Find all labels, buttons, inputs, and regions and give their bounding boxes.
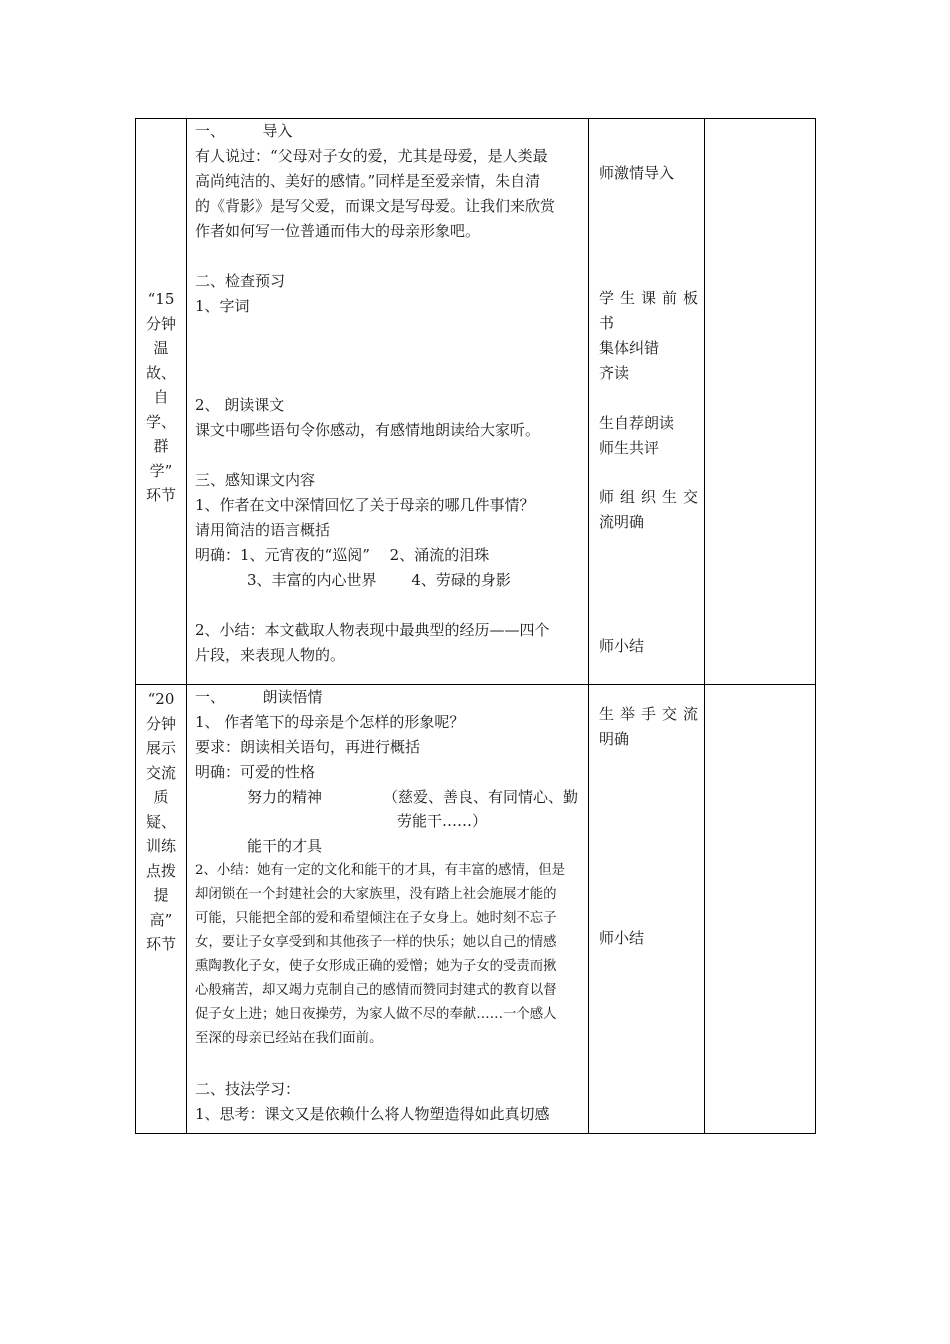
stage-line: 提 bbox=[153, 886, 169, 904]
summary-line: 却闭锁在一个封建社会的大家族里，没有踏上社会施展才能的 bbox=[195, 887, 557, 902]
activity-note: 集体纠错 bbox=[599, 339, 660, 357]
stage-line: 学、 bbox=[145, 412, 176, 431]
activity-note: 明确 bbox=[599, 730, 630, 748]
stage-line: 分钟 bbox=[145, 314, 176, 333]
content-line: 努力的精神 bbox=[247, 788, 323, 806]
content-line: 作者如何写一位普通而伟大的母亲形象吧。 bbox=[195, 222, 481, 240]
stage-line: “15 bbox=[147, 290, 175, 308]
content-line: 有人说过：“父母对子女的爱，尤其是母爱，是人类最 bbox=[195, 147, 548, 165]
stage-cell bbox=[136, 119, 187, 685]
stage-line: 环节 bbox=[145, 935, 176, 953]
section-heading: 二、检查预习 bbox=[195, 272, 286, 290]
content-line: 劳能干……） bbox=[397, 812, 488, 830]
stage-line: 点拨 bbox=[145, 861, 176, 880]
content-line: 2、 朗读课文 bbox=[195, 396, 285, 414]
table-row bbox=[136, 685, 816, 1134]
content-cell bbox=[187, 685, 589, 1134]
summary-line: 促子女上进；她日夜操劳，为家人做不尽的奉献……一个感人 bbox=[195, 1007, 557, 1022]
content-line: 能干的才具 bbox=[247, 837, 323, 855]
activity-note: 学生课前板 bbox=[599, 289, 698, 307]
section-heading: 一、 朗读悟情 bbox=[195, 688, 323, 706]
summary-line: 心般痛苦，却又竭力克制自己的感情而赞同封建式的教育以督 bbox=[195, 983, 557, 998]
summary-line: 女，要让子女享受到和其他孩子一样的快乐；她以自己的情感 bbox=[195, 935, 557, 950]
activity-note: 师小结 bbox=[599, 929, 645, 947]
content-line: 片段，来表现人物的。 bbox=[195, 646, 346, 664]
stage-line: 交流 bbox=[145, 763, 176, 782]
content-line: 明确：可爱的性格 bbox=[195, 763, 316, 781]
stage-line: “20 bbox=[147, 690, 175, 708]
content-line: （慈爱、善良、有同情心、勤 bbox=[383, 788, 579, 806]
activity-cell bbox=[589, 119, 705, 685]
stage-line: 学” bbox=[149, 461, 173, 480]
activity-note: 生自荐朗读 bbox=[599, 414, 675, 432]
content-cell bbox=[187, 119, 589, 685]
activity-cell bbox=[589, 685, 705, 1134]
content-line: 1、作者在文中深情回忆了关于母亲的哪几件事情？ bbox=[195, 496, 535, 514]
stage-line: 疑、 bbox=[145, 812, 176, 831]
activity-note: 流明确 bbox=[599, 513, 645, 531]
content-line: 1、思考：课文又是依赖什么将人物塑造得如此真切感 bbox=[195, 1105, 550, 1123]
table-row bbox=[136, 119, 816, 685]
summary-line: 可能，只能把全部的爱和希望倾注在子女身上。她时刻不忘子 bbox=[195, 911, 557, 926]
remarks-cell bbox=[705, 119, 816, 685]
content-line: 明确：1、元宵夜的“巡阅” 2、涌流的泪珠 bbox=[195, 546, 490, 564]
activity-note: 师激情导入 bbox=[599, 164, 675, 182]
content-line: 的《背影》是写父爱，而课文是写母爱。让我们来欣赏 bbox=[195, 197, 556, 215]
summary-line: 2、小结：她有一定的文化和能干的才具，有丰富的感情，但是 bbox=[195, 863, 566, 878]
summary-line: 至深的母亲已经站在我们面前。 bbox=[195, 1031, 383, 1046]
section-heading: 三、感知课文内容 bbox=[195, 471, 316, 489]
content-line: 请用简洁的语言概括 bbox=[195, 521, 331, 539]
stage-line: 分钟 bbox=[145, 714, 176, 733]
summary-line: 熏陶教化子女，使子女形成正确的爱憎；她为子女的受责而揪 bbox=[195, 959, 557, 974]
stage-line: 群 bbox=[153, 437, 169, 455]
content-line: 课文中哪些语句令你感动，有感情地朗读给大家听。 bbox=[195, 421, 541, 439]
section-heading: 一、 导入 bbox=[195, 122, 293, 140]
stage-line: 温 bbox=[153, 339, 169, 357]
activity-note: 师小结 bbox=[599, 637, 645, 655]
content-line: 3、丰富的内心世界 4、劳碌的身影 bbox=[247, 571, 511, 589]
content-line: 高尚纯洁的、美好的感情。”同样是至爱亲情，朱自清 bbox=[195, 172, 541, 190]
remarks-cell bbox=[705, 685, 816, 1134]
stage-line: 环节 bbox=[145, 486, 176, 504]
content-line: 1、 作者笔下的母亲是个怎样的形象呢？ bbox=[195, 713, 465, 731]
activity-note: 书 bbox=[599, 314, 615, 332]
stage-line: 展示 bbox=[145, 739, 176, 757]
content-line: 要求：朗读相关语句，再进行概括 bbox=[195, 738, 421, 756]
activity-note: 师组织生交 bbox=[599, 488, 698, 506]
activity-note: 师生共评 bbox=[599, 439, 660, 457]
lesson-plan-table bbox=[135, 118, 816, 1134]
stage-line: 训练 bbox=[145, 837, 176, 855]
activity-note: 生举手交流 bbox=[599, 705, 698, 723]
content-line: 1、字词 bbox=[195, 297, 250, 315]
content-line: 2、小结：本文截取人物表现中最典型的经历——四个 bbox=[195, 621, 550, 639]
stage-line: 质 bbox=[153, 788, 169, 806]
stage-line: 自 bbox=[153, 388, 169, 406]
activity-note: 齐读 bbox=[599, 364, 630, 382]
stage-cell bbox=[136, 685, 187, 1134]
stage-line: 高” bbox=[149, 910, 173, 929]
section-heading: 二、技法学习： bbox=[195, 1080, 301, 1098]
stage-line: 故、 bbox=[145, 363, 176, 382]
